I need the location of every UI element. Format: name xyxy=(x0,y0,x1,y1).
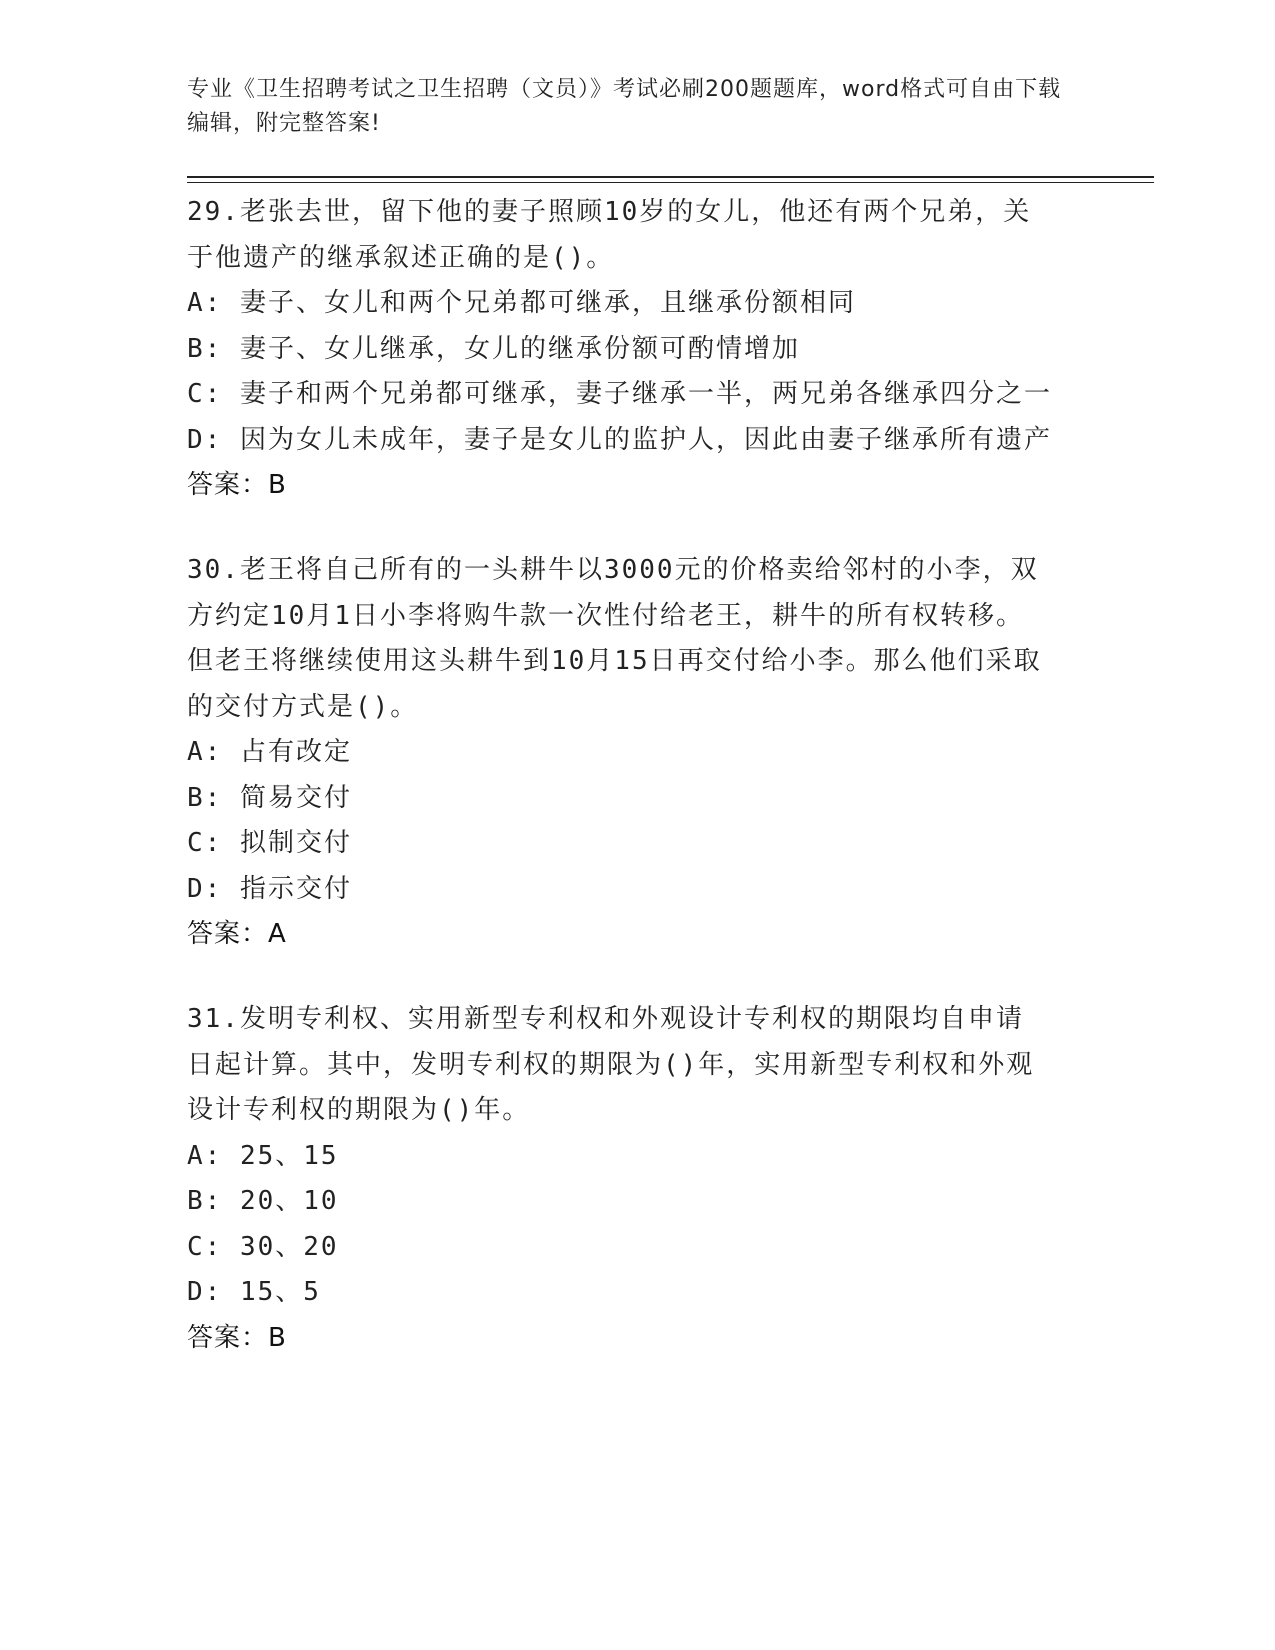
question-stem: 30.老王将自己所有的一头耕牛以3000元的价格卖给邻村的小李，双方约定10月1日小李将购牛款一次性付给老王，耕牛的所有权转移。但老王将继续使用这头耕牛到10月15日再交付给小李。那么他们采取的交付方式是()。 xyxy=(187,555,1042,722)
option-a: A: 占有改定 xyxy=(187,737,352,767)
option-c: C: 妻子和两个兄弟都可继承，妻子继承一半，两兄弟各继承四分之一 xyxy=(187,379,1052,409)
option-d: D: 15、5 xyxy=(187,1277,321,1307)
answer-label: 答案：A xyxy=(187,919,287,949)
question-30 xyxy=(187,548,1087,957)
option-d: D: 因为女儿未成年，妻子是女儿的监护人，因此由妻子继承所有遗产 xyxy=(187,424,1052,455)
question-31 xyxy=(187,997,1087,1361)
question-list xyxy=(187,190,1087,1401)
option-a: A: 妻子、女儿和两个兄弟都可继承，且继承份额相同 xyxy=(187,288,856,318)
option-b: B: 妻子、女儿继承，女儿的继承份额可酌情增加 xyxy=(187,333,800,364)
option-c: C: 拟制交付 xyxy=(187,828,352,858)
question-stem: 31.发明专利权、实用新型专利权和外观设计专利权的期限均自申请日起计算。其中，发明专利权的期限为()年，实用新型专利权和外观设计专利权的期限为()年。 xyxy=(187,1004,1035,1125)
option-b: B: 20、10 xyxy=(187,1186,339,1216)
option-c: C: 30、20 xyxy=(187,1231,339,1262)
header-rule-thick xyxy=(187,176,1154,178)
answer-label: 答案：B xyxy=(187,470,287,500)
question-stem: 29.老张去世，留下他的妻子照顾10岁的女儿，他还有两个兄弟，关于他遗产的继承叙述正确的是()。 xyxy=(187,197,1032,273)
option-a: A: 25、15 xyxy=(187,1140,339,1171)
question-29 xyxy=(187,190,1087,508)
document-header: 专业《卫生招聘考试之卫生招聘（文员）》考试必刷200题题库，word格式可自由下载编辑，附完整答案! xyxy=(187,77,1062,136)
header-rule-thin xyxy=(187,182,1154,183)
option-b: B: 简易交付 xyxy=(187,782,352,813)
answer-label: 答案：B xyxy=(187,1322,287,1353)
option-d: D: 指示交付 xyxy=(187,873,352,904)
